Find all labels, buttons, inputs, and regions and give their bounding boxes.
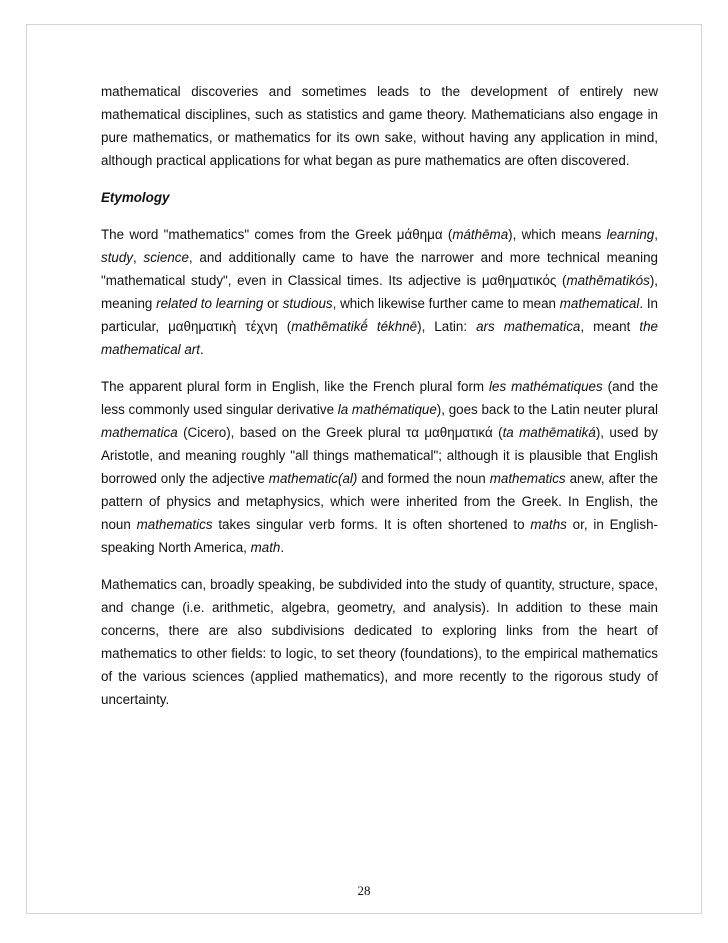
italic-term: the mathematical art — [101, 319, 658, 357]
text-run: or, in English-speaking North America, — [101, 517, 658, 555]
italic-term: maths — [530, 517, 567, 532]
italic-term: les mathématiques — [489, 379, 603, 394]
text-run: anew, after the pattern of physics and metaphysics, which were inherited from the Greek. In English, the noun — [101, 471, 658, 532]
etymology-paragraph-2 — [101, 375, 658, 559]
text-run: or — [263, 296, 283, 311]
italic-term: la mathématique — [337, 402, 437, 417]
italic-term: related to learning — [156, 296, 264, 311]
text-run: ), Latin: — [417, 319, 477, 334]
italic-term: ars mathematica — [476, 319, 581, 334]
text-run: (and the less commonly used singular derivative — [101, 379, 659, 417]
text-run: takes singular verb forms. It is often shortened to — [212, 517, 531, 532]
italic-term: studious — [282, 296, 333, 311]
text-run: . In particular, μαθηματικὴ τέχνη ( — [101, 296, 658, 334]
italic-term: science — [143, 250, 189, 265]
page-number: 28 — [357, 883, 371, 898]
italic-term: math — [250, 540, 281, 555]
italic-term: mathematica — [101, 425, 178, 440]
text-run: and formed the noun — [357, 471, 490, 486]
text-run: ), goes back to the Latin neuter plural — [436, 402, 659, 417]
text-run: The word "mathematics" comes from the Greek μάθημα ( — [101, 227, 453, 242]
italic-term: máthēma — [452, 227, 509, 242]
etymology-paragraph-1 — [101, 223, 658, 361]
etymology-paragraph-3: Mathematics can, broadly speaking, be subdivided into the study of quantity, structure, space, and change (i.e. arithmetic, algebra, geometry, and analysis). In addition to these main concerns, there are also subdivisions dedicated to exploring links from the heart of mathematics to other fields: to logic, to set theory (foundations), to the empirical mathematics of the various sciences (applied mathematics), and more recently to the rigorous study of uncertainty. — [101, 577, 658, 707]
page-body — [101, 80, 658, 725]
italic-term: mathematics — [489, 471, 566, 486]
text-run: , — [133, 250, 144, 265]
italic-term: learning — [606, 227, 655, 242]
text-run: , which likewise further came to mean — [332, 296, 560, 311]
text-run: (Cicero), based on the Greek plural τα μαθηματικά ( — [177, 425, 503, 440]
text-run: . — [280, 540, 285, 555]
text-run: , — [654, 227, 658, 242]
text-run: ), used by Aristotle, and meaning roughly "all things mathematical"; although it is plausible that English borrowed only the adjective — [101, 425, 658, 486]
italic-term: mathematics — [136, 517, 213, 532]
italic-term: mathematic(al) — [268, 471, 358, 486]
text-run: ), which means — [508, 227, 607, 242]
page — [26, 24, 702, 914]
text-run: ), meaning — [101, 273, 658, 311]
text-run: . — [199, 342, 204, 357]
text-run: , meant — [580, 319, 640, 334]
italic-term: mathēmatikḗ tékhnē — [291, 319, 418, 334]
italic-term: mathematical — [559, 296, 640, 311]
text-run: , and additionally came to have the narrower and more technical meaning "mathematical study", even in Classical times. Its adjective is μαθηματικός ( — [101, 250, 658, 288]
italic-term: mathēmatikós — [566, 273, 650, 288]
italic-term: ta mathēmatiká — [502, 425, 596, 440]
section-heading: Etymology — [101, 190, 170, 205]
text-run: The apparent plural form in English, like the French plural form — [101, 379, 490, 394]
intro-paragraph: mathematical discoveries and sometimes leads to the development of entirely new mathematical disciplines, such as statistics and game theory. Mathematicians also engage in pure mathematics, or mathematics for its own sake, without having any application in mind, although practical applications for what began as pure mathematics are often discovered. — [101, 84, 658, 168]
italic-term: study — [101, 250, 134, 265]
